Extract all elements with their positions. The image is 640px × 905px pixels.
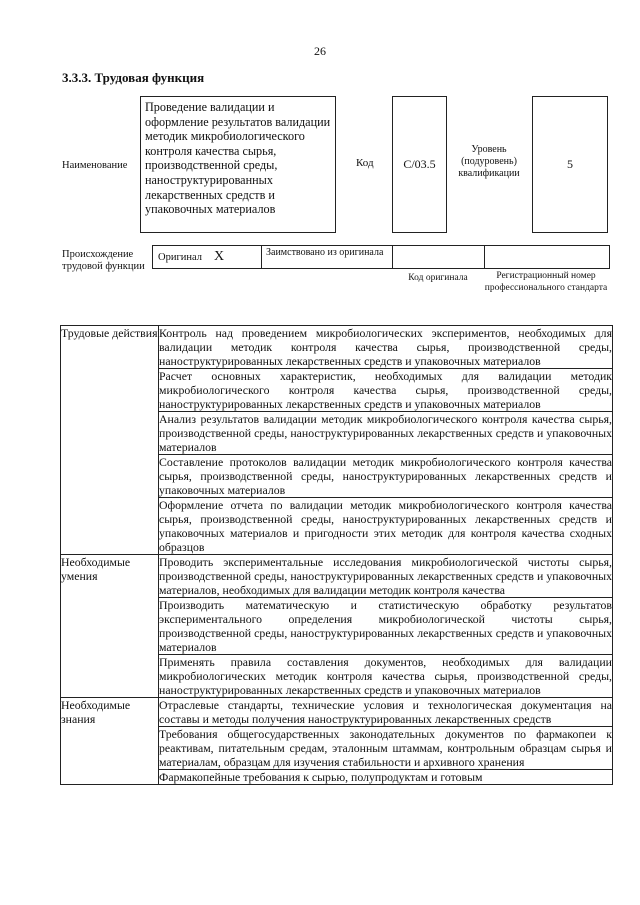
table-row (61, 698, 613, 727)
name-label: Наименование (62, 160, 128, 171)
original-label: Оригинал (158, 251, 202, 263)
labor-actions-header: Трудовые действия (61, 326, 159, 555)
borrowed-cell (261, 245, 393, 269)
code-label: Код (356, 157, 374, 169)
table-row (61, 326, 613, 369)
code-value: C/03.5 (403, 157, 436, 171)
table-row (61, 555, 613, 598)
skills-header: Необходимые умения (61, 555, 159, 698)
reg-number-label: Регистрационный номер профессионального стандарта (484, 271, 608, 293)
code-original-cell (392, 245, 485, 269)
code-box (392, 96, 447, 233)
level-label: Уровень (подуровень) квалификации (458, 144, 520, 179)
knowledge-header: Необходимые знания (61, 698, 159, 785)
knowledge-item: Требования общегосударственных законодательных документов по фармакопеи к реактивам, питательным средам, эталонным штаммам, контрольным образцам сырья и материалам, образцам для изучения стабильности и архивного хранения (159, 727, 612, 769)
skill-item: Применять правила составления документов, необходимых для валидации микробиологических методик контроля качества сырья, производственной среды, наноструктурированных лекарственных средств и упаковочных материалов (159, 655, 612, 697)
function-table (60, 325, 613, 785)
reg-number-cell (484, 245, 610, 269)
labor-action-item: Анализ результатов валидации методик микробиологического контроля качества сырья, производственной среды, наноструктурированных лекарственных средств и упаковочных материалов (159, 412, 612, 454)
function-name-box: Проведение валидации и оформление результатов валидации методик микробиологического контроля качества сырья, производственной среды, наноструктурированных лекарственных средств и упаковочных материалов (140, 96, 336, 233)
original-cell (152, 245, 262, 269)
labor-action-item: Составление протоколов валидации методик микробиологического контроля качества сырья, производственной среды, наноструктурированных лекарственных средств и упаковочных материалов (159, 455, 612, 497)
labor-action-item: Расчет основных характеристик, необходимых для валидации методик микробиологического контроля качества сырья, производственной среды, наноструктурированных лекарственных средств и упаковочных материалов (159, 369, 612, 411)
knowledge-item: Фармакопейные требования к сырью, полупродуктам и готовым (159, 770, 613, 785)
knowledge-item: Отраслевые стандарты, технические условия и технологическая документация на составы и методы получения наноструктурированных лекарственных средств (159, 698, 612, 726)
code-original-label: Код оригинала (408, 273, 468, 283)
level-box (532, 96, 608, 233)
page-number: 26 (314, 44, 326, 58)
labor-action-item: Оформление отчета по валидации методик микробиологического контроля качества сырья, производственной среды, наноструктурированных лекарственных средств и упаковочных материалов и пригодности этих методик для контроля качества сходных образцов (159, 498, 612, 554)
borrowed-label: Заимствовано из оригинала (266, 247, 384, 258)
labor-action-item: Контроль над проведением микробиологических экспериментов, необходимых для валидации методик контроля качества сырья, производственной среды, наноструктурированных лекарственных средств и упаковочных материалов (159, 326, 612, 368)
level-value: 5 (567, 157, 573, 171)
skill-item: Производить математическую и статистическую обработку результатов экспериментального определения микробиологической чистоты сырья, производственной среды, наноструктурированных лекарственных средств и упаковочных материалов (159, 598, 612, 654)
origin-label: Происхождение трудовой функции (62, 249, 145, 272)
section-title: 3.3.3. Трудовая функция (62, 70, 205, 85)
skill-item: Проводить экспериментальные исследования микробиологической чистоты сырья, производственной среды, наноструктурированных лекарственных средств и упаковочных материалов, необходимых для валидации методик контроля качества (159, 555, 612, 597)
original-mark: X (214, 249, 225, 264)
